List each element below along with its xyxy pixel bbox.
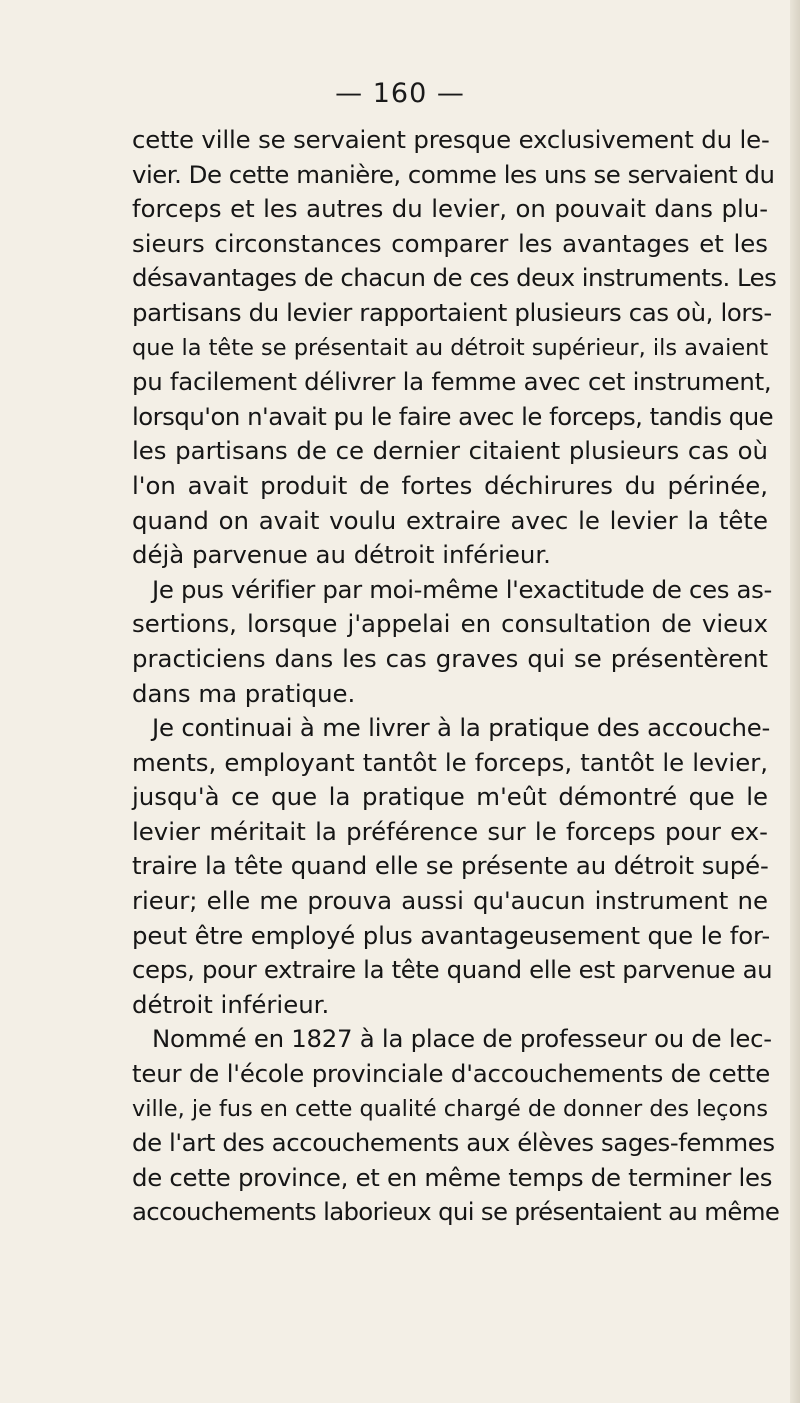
text-line: partisans du levier rapportaient plusieurs cas où, lors- xyxy=(132,297,772,327)
text-line: ceps, pour extraire la tête quand elle est parvenue au xyxy=(132,955,773,985)
text-line: les partisans de ce dernier citaient plusieurs cas où xyxy=(132,436,768,466)
page-edge xyxy=(790,0,800,1403)
text-line: traire la tête quand elle se présente au détroit supé- xyxy=(132,851,769,881)
text-line: ville, je fus en cette qualité chargé de donner des leçons xyxy=(132,1095,768,1122)
text-line: jusqu'à ce que la pratique m'eût démontré que le xyxy=(132,782,768,812)
text-line: lorsqu'on n'avait pu le faire avec le forceps, tandis que xyxy=(132,401,774,431)
text-line: Je continuai à me livrer à la pratique des accouche- xyxy=(152,713,771,743)
text-line: cette ville se servaient presque exclusivement du le- xyxy=(132,125,770,154)
text-line: Nommé en 1827 à la place de professeur ou de lec- xyxy=(152,1024,772,1054)
text-line: levier méritait la préférence sur le forceps pour ex- xyxy=(132,816,768,846)
text-line: déjà parvenue au détroit inférieur. xyxy=(132,540,551,570)
text-line: de l'art des accouchements aux élèves sages-femmes xyxy=(132,1128,775,1158)
text-line: pu facilement délivrer la femme avec cet instrument, xyxy=(132,367,772,397)
text-line: détroit inférieur. xyxy=(132,989,330,1019)
text-line: de cette province, et en même temps de terminer les xyxy=(132,1162,773,1192)
text-line: sertions, lorsque j'appelai en consultation de vieux xyxy=(132,609,768,639)
text-line: que la tête se présentait au détroit supérieur, ils avaient xyxy=(132,334,769,361)
text-line: sieurs circonstances comparer les avantages et les xyxy=(132,228,768,258)
text-line: peut être employé plus avantageusement que le for- xyxy=(132,920,770,950)
text-line: practiciens dans les cas graves qui se présentèrent xyxy=(132,643,768,673)
page-number-header: — 160 — xyxy=(335,78,465,109)
text-line: quand on avait voulu extraire avec le levier la tête xyxy=(132,505,768,535)
text-line: teur de l'école provinciale d'accouchements de cette xyxy=(132,1059,771,1089)
text-line: vier. De cette manière, comme les uns se servaient du xyxy=(132,159,775,189)
text-line: l'on avait produit de fortes déchirures du périnée, xyxy=(132,470,768,500)
text-line: dans ma pratique. xyxy=(132,678,356,708)
body-text xyxy=(132,123,780,1230)
text-line: forceps et les autres du levier, on pouvait dans plu- xyxy=(132,194,768,224)
text-line: Je pus vérifier par moi-même l'exactitude de ces as- xyxy=(152,574,772,604)
text-line: accouchements laborieux qui se présentaient au même xyxy=(132,1197,780,1227)
text-line: désavantages de chacun de ces deux instruments. Les xyxy=(132,263,777,293)
text-line: rieur; elle me prouva aussi qu'aucun instrument ne xyxy=(132,886,768,916)
text-line: ments, employant tantôt le forceps, tantôt le levier, xyxy=(132,747,768,777)
